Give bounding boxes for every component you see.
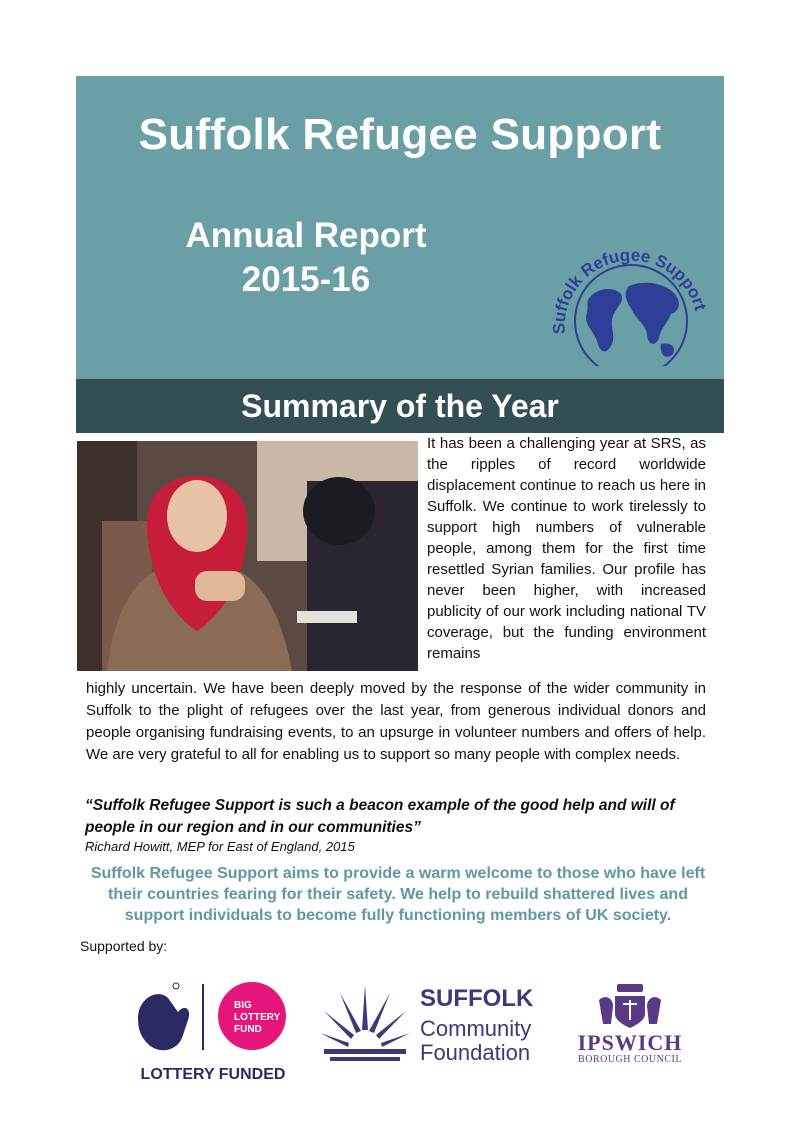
lottery-crossed-fingers-icon: [128, 978, 298, 1064]
scf-name: SUFFOLK: [420, 985, 534, 1012]
header-banner: [76, 76, 724, 379]
report-heading: [166, 214, 446, 302]
mission-statement: Suffolk Refugee Support aims to provide a warm welcome to those who have left their countries fearing for their safety. We help to rebuild shattered lives and support individuals to become fully functioning members of UK society.: [90, 865, 706, 924]
refugee-photo: [77, 441, 418, 671]
logo-text: Suffolk Refugee Support: [549, 245, 710, 335]
big-lottery-badge-line1: BIG: [234, 1000, 252, 1011]
section-title: Summary of the Year: [76, 379, 724, 433]
borough-council-label: BOROUGH COUNCIL: [578, 1054, 682, 1065]
coat-of-arms-icon: [575, 980, 685, 1030]
intro-paragraph: It has been a challenging year at SRS, as the ripples of record worldwide displacement continue to reach us here in Suffolk. We continue to work tirelessly to support high numbers of vulnerable people, among them for the first time resettled Syrian families. Our profile has never been higher, with increased publicity of our work including national TV coverage, but the funding environment remains: [427, 435, 706, 662]
lottery-funded-logo: [128, 978, 298, 1086]
scf-line2: Community: [420, 1016, 532, 1041]
report-label: Annual Report: [185, 216, 427, 255]
globe-icon: [586, 283, 679, 357]
report-year: 2015-16: [241, 260, 371, 299]
quote-attribution: Richard Howitt, MEP for East of England, 2015: [85, 839, 355, 854]
body-paragraph: highly uncertain. We have been deeply moved by the response of the wider community in Suffolk to the plight of refugees over the last year, from generous individual donors and people organising fundraising events, to an upsurge in volunteer numbers and offers of help. We are very grateful to all for enabling us to support so many people with complex needs.: [86, 680, 706, 763]
page-title: Suffolk Refugee Support: [138, 110, 662, 159]
ipswich-borough-council-logo: [575, 980, 685, 1070]
supported-by-label: Supported by:: [80, 938, 168, 954]
ipswich-name: IPSWICH: [577, 1030, 683, 1055]
srs-globe-logo: [521, 216, 721, 366]
scf-line3: Foundation: [420, 1040, 531, 1065]
big-lottery-badge-line3: FUND: [234, 1024, 262, 1035]
lottery-funded-label: LOTTERY FUNDED: [140, 1066, 286, 1083]
sunrise-icon: [320, 985, 410, 1065]
suffolk-community-foundation-logo: [320, 985, 550, 1065]
quote: “Suffolk Refugee Support is such a beacon example of the good help and will of people in our region and in our communities”: [85, 797, 675, 836]
big-lottery-badge-line2: LOTTERY: [234, 1012, 281, 1023]
